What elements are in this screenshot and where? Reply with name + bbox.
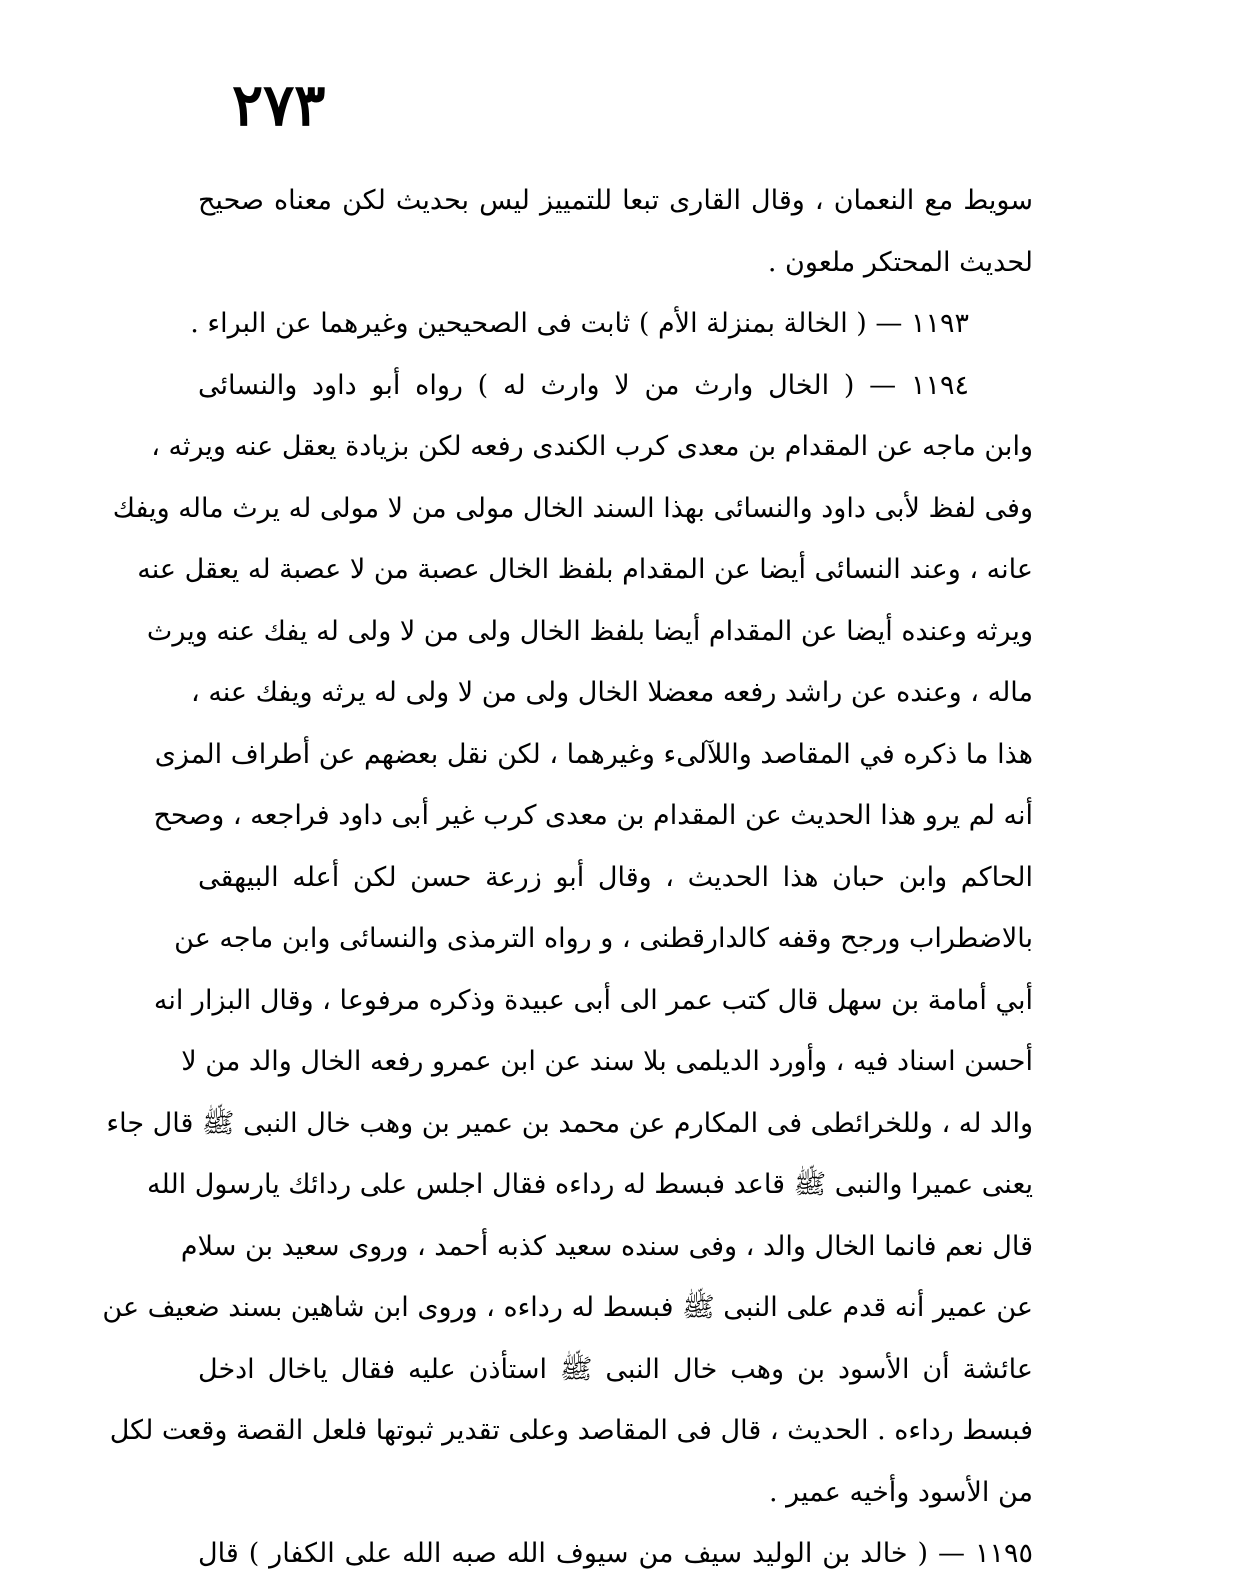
- text-line: وابن ماجه عن المقدام بن معدى كرب الكندى رفعه لكن بزيادة يعقل عنه ويرثه ،: [151, 431, 1033, 462]
- text-line: يعنى عميرا والنبى ﷺ قاعد فبسط له رداءه فقال اجلس على ردائك يارسول الله: [147, 1169, 1033, 1200]
- text-line: أنه لم يرو هذا الحديث عن المقدام بن معدى كرب غير أبى داود فراجعه ، وصحح: [153, 800, 1033, 831]
- text-line: عن عمير أنه قدم على النبى ﷺ فبسط له رداءه ، وروى ابن شاهين بسند ضعيف عن: [102, 1292, 1033, 1323]
- text-line: أبي أمامة بن سهل قال كتب عمر الى أبى عبيدة وذكره مرفوعا ، وقال البزار انه: [153, 984, 1033, 1016]
- page-number: ٢٧٣: [232, 71, 326, 139]
- text-line: بالاضطراب ورجح وقفه كالدارقطنى ، و رواه الترمذى والنسائى وابن ماجه عن: [174, 923, 1033, 954]
- text-line: فبسط رداءه . الحديث ، قال فى المقاصد وعلى تقدير ثبوتها فلعل القصة وقعت لكل: [109, 1415, 1033, 1446]
- text-line: ماله ، وعنده عن راشد رفعه معضلا الخال ولى من لا ولى له يرثه ويفك عنه ،: [191, 677, 1033, 708]
- text-line: والد له ، وللخرائطى فى المكارم عن محمد بن عمير بن وهب خال النبى ﷺ قال جاء: [106, 1107, 1033, 1139]
- text-line: سويط مع النعمان ، وقال القارى تبعا للتمييز ليس بحديث لكن معناه صحيح: [198, 185, 1033, 216]
- entry-1195: ١١٩٥ — ( خالد بن الوليد سيف من سيوف الله صبه الله على الكفار ) قال: [198, 1538, 1033, 1569]
- text-line: من الأسود وأخيه عمير .: [768, 1476, 1033, 1508]
- text-line: لحديث المحتكر ملعون .: [767, 246, 1033, 278]
- entry-1194: ١١٩٤ — ( الخال وارث من لا وارث له ) رواه أبو داود والنسائى: [198, 369, 969, 401]
- text-line: وفى لفظ لأبى داود والنسائى بهذا السند الخال مولى من لا مولى له يرث ماله ويفك: [112, 492, 1033, 524]
- text-line: قال نعم فانما الخال والد ، وفى سنده سعيد كذبه أحمد ، وروى سعيد بن سلام: [180, 1230, 1033, 1262]
- text-line: أحسن اسناد فيه ، وأورد الديلمى بلا سند عن ابن عمرو رفعه الخال والد من لا: [181, 1046, 1033, 1077]
- entry-1193: ١١٩٣ — ( الخالة بمنزلة الأم ) ثابت فى الصحيحين وغيرهما عن البراء .: [190, 308, 969, 339]
- text-line: ويرثه وعنده أيضا عن المقدام أيضا بلفظ الخال ولى من لا ولى له يفك عنه ويرث: [146, 615, 1033, 647]
- text-line: عائشة أن الأسود بن وهب خال النبى ﷺ استأذن عليه فقال ياخال ادخل: [198, 1353, 1033, 1385]
- page-body-text: [102, 170, 1033, 1585]
- text-line: الحاكم وابن حبان هذا الحديث ، وقال أبو زرعة حسن لكن أعله البيهقى: [198, 861, 1033, 893]
- text-line: هذا ما ذكره في المقاصد واللآلىء وغيرهما ، لكن نقل بعضهم عن أطراف المزى: [154, 738, 1033, 770]
- text-line: عانه ، وعند النسائى أيضا عن المقدام بلفظ الخال عصبة من لا عصبة له يعقل عنه: [137, 554, 1033, 585]
